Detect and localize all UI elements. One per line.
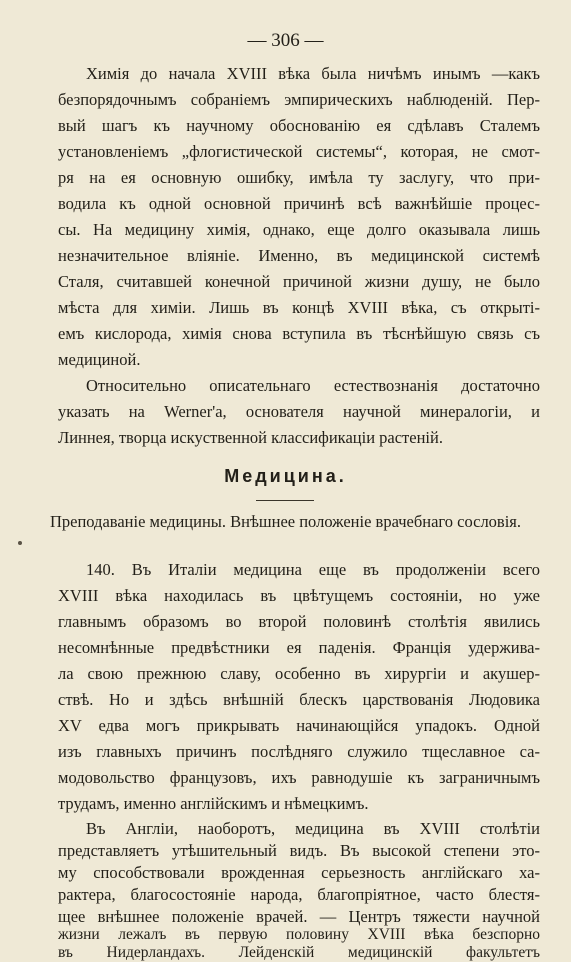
text-line: въ Нидерландахъ. Лейденскій медицинскій факультетъ — [58, 944, 540, 961]
text-line: Линнея, творца искуственной классификаціи растеній. — [58, 428, 443, 447]
text-line: трудамъ, именно англійскимъ и нѣмецкимъ. — [58, 794, 369, 813]
text-line: указать на Werner'а, основателя научной минералогіи, и — [58, 402, 540, 421]
text-line: незначительное вліяніе. Именно, въ медицинской системѣ — [58, 246, 540, 265]
text-line: сы. На медицину химія, однако, еще долго оказывала лишь — [58, 220, 540, 239]
text-line: жизни лежалъ въ первую половину XVIII вѣка безспорно — [58, 926, 540, 943]
text-line: емъ кислорода, химія снова вступила въ тѣснѣйшую связь съ — [58, 324, 540, 343]
text-line: установленіемъ „флогистической системы“, которая, не смот- — [58, 142, 540, 161]
text-line: щее внѣшнее положеніе врачей. — Центръ тяжести научной — [58, 907, 540, 926]
text-line: ла свою прежнюю славу, особенно въ хирургіи и акушер- — [58, 664, 540, 683]
text-line: XVIII вѣка находилась въ цвѣтущемъ состояніи, но уже — [58, 586, 540, 605]
text-line: Химія до начала XVIII вѣка была ничѣмъ инымъ —какъ — [86, 64, 540, 83]
text-line: ствѣ. Но и здѣсь внѣшній блескъ царствованія Людовика — [58, 690, 540, 709]
text-line: му способствовали врожденная серьезность англійскаго ха- — [58, 863, 540, 882]
text-line: представляетъ утѣшительный видъ. Въ высокой степени это- — [58, 841, 540, 860]
text-line: водила къ одной основной причинѣ всѣ важнѣйшіе процес- — [58, 194, 540, 213]
text-line: вый шагъ къ научному обоснованію ея сдѣлавъ Сталемъ — [58, 116, 540, 135]
text-line: Въ Англіи, наоборотъ, медицина въ XVIII столѣтіи — [86, 819, 540, 838]
section-heading: Медицина. — [224, 466, 347, 486]
text-line: изъ главныхъ причинъ послѣдняго служило тщеславное са- — [58, 742, 540, 761]
text-line: несомнѣнные предвѣстники ея паденія. Франція удержива- — [58, 638, 540, 657]
text-line: 140. Въ Италіи медицина еще въ продолженіи всего — [86, 560, 540, 579]
page-number: — 306 — — [247, 30, 324, 51]
text-line: модовольство французовъ, ихъ равнодушіе къ заграничнымъ — [58, 768, 540, 787]
text-line: безпорядочнымъ собраніемъ эмпирическихъ наблюденій. Пер- — [58, 90, 540, 109]
text-line: ря на ея основную ошибку, имѣла ту заслугу, что при- — [58, 168, 540, 187]
text-line: главнымъ образомъ во второй половинѣ столѣтія явились — [58, 612, 540, 631]
heading-divider — [256, 500, 314, 501]
margin-mark — [18, 541, 22, 545]
text-line: медициной. — [58, 350, 141, 369]
text-line: Сталя, считавшей конечной причиной жизни душу, не было — [58, 272, 540, 291]
text-line: мѣста для химіи. Лишь въ концѣ XVIII вѣка, съ открыті- — [58, 298, 540, 317]
text-line: XV едва могъ прикрывать начинающійся упадокъ. Одной — [58, 716, 540, 735]
text-line: рактера, благосостояніе народа, благопріятное, часто блестя- — [58, 885, 540, 904]
text-line: Относительно описательнаго естествознанія достаточно — [86, 376, 540, 395]
section-subheading: Преподаваніе медицины. Внѣшнее положеніе врачебнаго сословія. — [49, 512, 522, 531]
